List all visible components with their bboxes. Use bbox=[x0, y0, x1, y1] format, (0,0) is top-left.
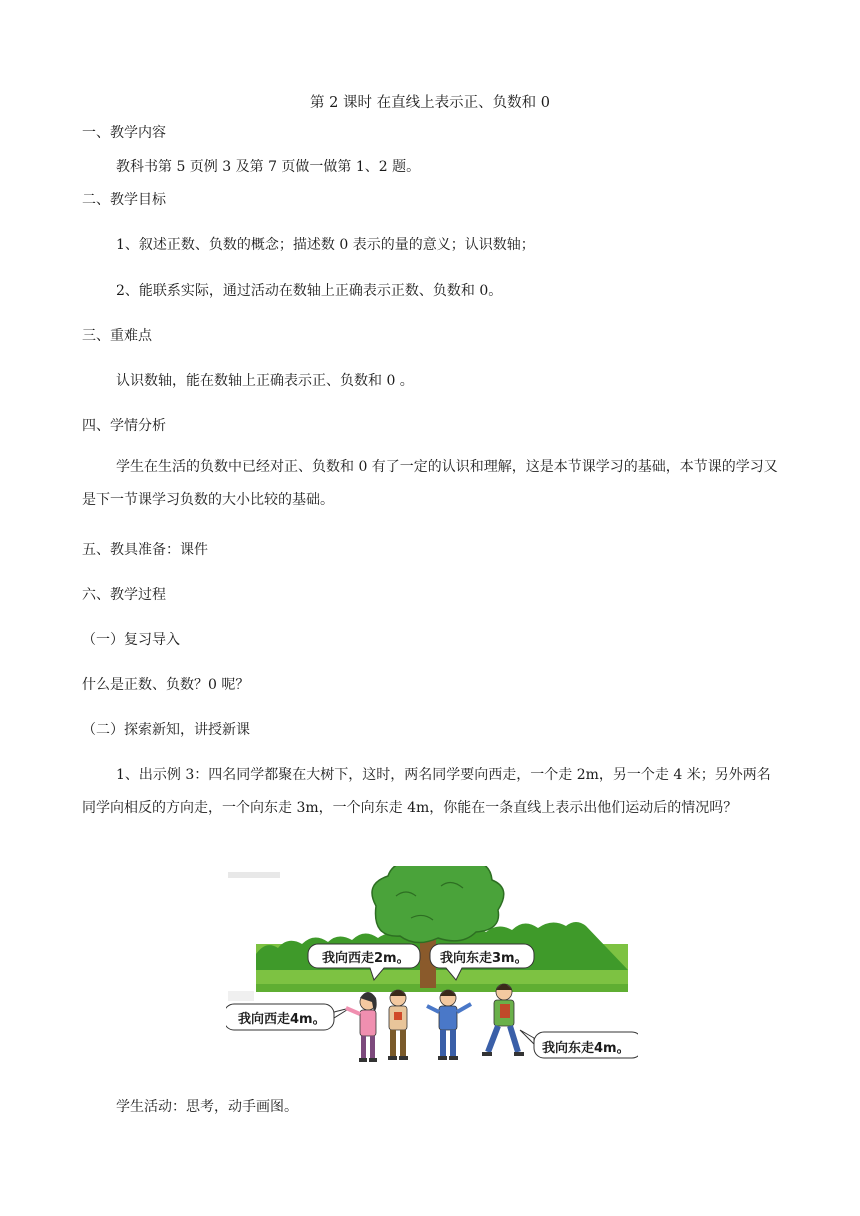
section-3-heading: 三、重难点 bbox=[82, 328, 152, 344]
process-2-heading: （二）探索新知，讲授新课 bbox=[82, 722, 250, 738]
student-activity: 学生活动：思考，动手画图。 bbox=[116, 1099, 298, 1115]
student-boy-backpack bbox=[388, 990, 408, 1060]
section-4-text: 学生在生活的负数中已经对正、负数和 0 有了一定的认识和理解，这是本节课学习的基础，本节课的学习又是下一节课学习负数的大小比较的基础。 bbox=[82, 459, 778, 508]
svg-text:我向东走4m。: 我向东走4m。 bbox=[542, 1041, 630, 1056]
section-6-heading: 六、教学过程 bbox=[82, 587, 166, 603]
section-4-heading: 四、学情分析 bbox=[82, 418, 166, 434]
speech-bubble-east-4m bbox=[520, 1030, 638, 1058]
objective-1: 1、叙述正数、负数的概念；描述数 0 表示的量的意义；认识数轴； bbox=[116, 237, 535, 253]
page-title: 第 2 课时 在直线上表示正、负数和 0 bbox=[310, 95, 550, 111]
process-1-heading: （一）复习导入 bbox=[82, 632, 180, 648]
section-3-text: 认识数轴，能在数轴上正确表示正、负数和 0 。 bbox=[116, 373, 414, 389]
tree-canopy bbox=[372, 866, 504, 943]
svg-text:我向西走2m。: 我向西走2m。 bbox=[322, 951, 410, 966]
section-2-heading: 二、教学目标 bbox=[82, 192, 166, 208]
section-1-heading: 一、教学内容 bbox=[82, 125, 166, 141]
student-girl-pink bbox=[346, 992, 377, 1062]
objective-2: 2、能联系实际，通过活动在数轴上正确表示正数、负数和 0。 bbox=[116, 283, 503, 299]
process-2-text: 1、出示例 3：四名同学都聚在大树下，这时，两名同学要向西走，一个走 2m，另一个走 4 米；另外两名同学向相反的方向走，一个向东走 3m，一个向东走 4m，你能在一条直线上表示出他们运动后的情况吗？ bbox=[82, 767, 771, 816]
student-blue-overalls bbox=[427, 990, 471, 1060]
svg-text:我向西走4m。: 我向西走4m。 bbox=[238, 1012, 326, 1027]
section-5-heading: 五、教具准备：课件 bbox=[82, 542, 208, 558]
students-tree-illustration bbox=[226, 866, 638, 1076]
process-1-text: 什么是正数、负数？0 呢？ bbox=[82, 677, 250, 693]
section-1-text: 教科书第 5 页例 3 及第 7 页做一做第 1、2 题。 bbox=[116, 159, 421, 175]
svg-text:我向东走3m。: 我向东走3m。 bbox=[440, 951, 528, 966]
speech-bubble-west-4m bbox=[226, 1004, 350, 1030]
student-green-jacket bbox=[482, 984, 524, 1056]
